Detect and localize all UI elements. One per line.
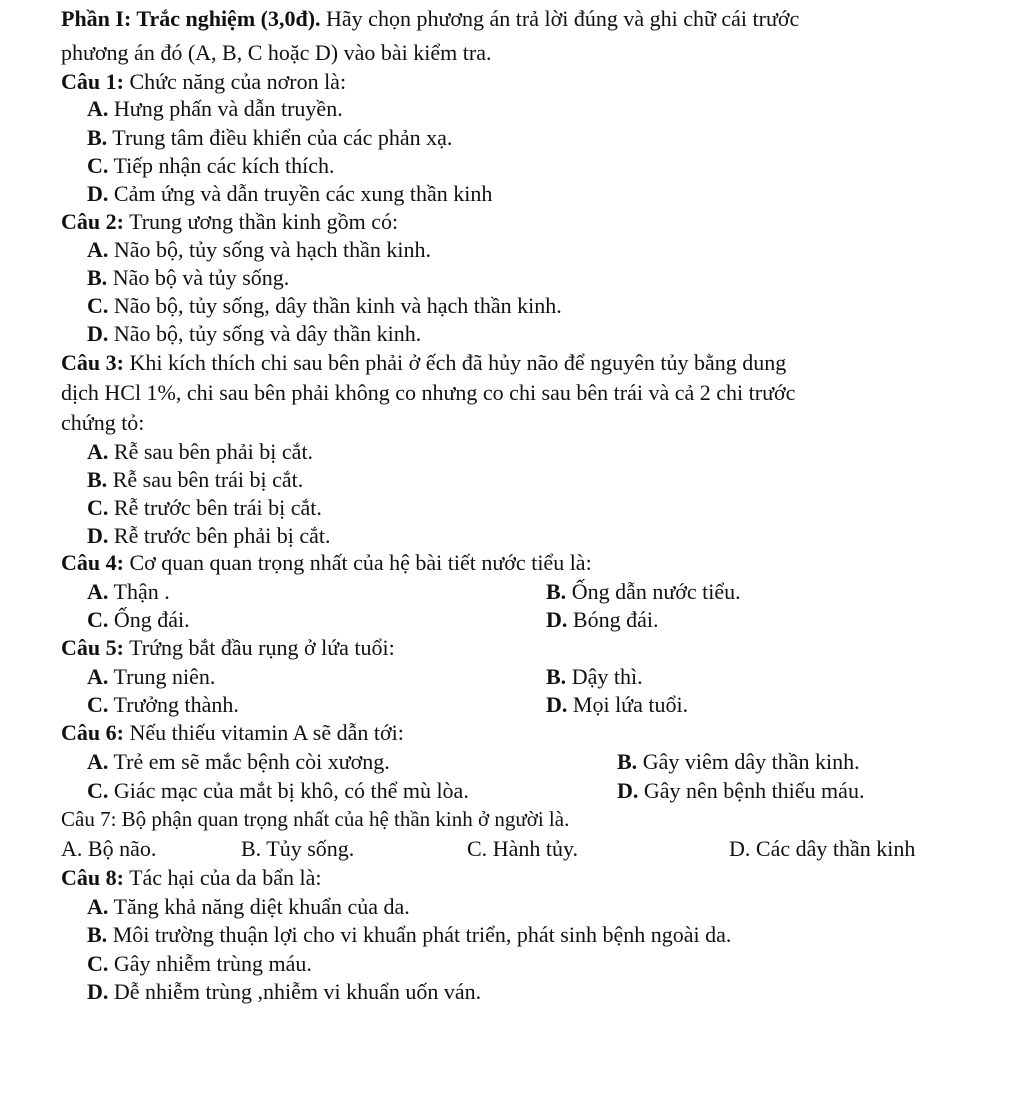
- option-letter: D.: [546, 607, 568, 632]
- option-text: Não bộ và tủy sống.: [112, 265, 290, 290]
- option-6b: [617, 749, 860, 775]
- question-3-cont: dịch HCl 1%, chi sau bên phải không co nhưng co chi sau bên trái và cả 2 chi trước: [61, 380, 796, 405]
- option-letter: D.: [87, 321, 109, 346]
- option-letter: B.: [241, 836, 262, 861]
- option-letter: D.: [87, 181, 109, 206]
- option-2c: [87, 293, 562, 319]
- option-letter: A.: [87, 664, 109, 689]
- option-letter: A.: [87, 749, 109, 774]
- question-text: Tác hại của da bẩn là:: [129, 865, 322, 890]
- option-text: Hành tủy.: [492, 836, 579, 861]
- option-8b: [87, 922, 731, 948]
- option-5d: [546, 692, 688, 718]
- option-6a: [87, 749, 390, 775]
- question-text: Chức năng của nơron là:: [129, 69, 347, 94]
- option-letter: C.: [87, 692, 109, 717]
- question-5: [61, 635, 395, 661]
- option-letter: C.: [467, 836, 488, 861]
- option-1d: [87, 181, 492, 207]
- option-7c: [467, 836, 578, 862]
- part-instruction-cont: phương án đó (A, B, C hoặc D) vào bài kiểm tra.: [61, 40, 492, 65]
- option-letter: A.: [87, 237, 109, 262]
- option-letter: D.: [546, 692, 568, 717]
- option-letter: C.: [87, 778, 109, 803]
- option-text: Tủy sống.: [266, 836, 355, 861]
- option-letter: D.: [617, 778, 639, 803]
- option-4d: [546, 607, 658, 633]
- option-6d: [617, 778, 864, 804]
- option-3a: [87, 439, 313, 465]
- question-label: Câu 2:: [61, 209, 124, 234]
- question-text: Nếu thiếu vitamin A sẽ dẫn tới:: [129, 720, 404, 745]
- option-text: Trẻ em sẽ mắc bệnh còi xương.: [113, 749, 390, 774]
- option-text: Rễ sau bên trái bị cắt.: [112, 467, 304, 492]
- question-8: [61, 865, 321, 891]
- option-text: Rễ trước bên phải bị cắt.: [113, 523, 331, 548]
- question-text: Trứng bắt đầu rụng ở lứa tuổi:: [129, 635, 395, 660]
- option-letter: A.: [87, 439, 109, 464]
- option-text: Trưởng thành.: [113, 692, 239, 717]
- question-text: Khi kích thích chi sau bên phải ở ếch đã hủy não để nguyên tủy bằng dung: [129, 350, 787, 375]
- question-label: Câu 1:: [61, 69, 124, 94]
- question-text: Cơ quan quan trọng nhất của hệ bài tiết nước tiểu là:: [129, 550, 592, 575]
- question-7: [61, 806, 569, 832]
- option-2b: [87, 265, 289, 291]
- option-letter: A.: [87, 96, 109, 121]
- option-letter: B.: [87, 922, 108, 947]
- question-text: Bộ phận quan trọng nhất của hệ thần kinh ở người là.: [121, 807, 570, 831]
- option-letter: A.: [61, 836, 83, 861]
- option-letter: D.: [87, 523, 109, 548]
- option-letter: C.: [87, 495, 109, 520]
- option-4a: [87, 579, 170, 605]
- option-5c: [87, 692, 239, 718]
- option-text: Dễ nhiễm trùng ,nhiễm vi khuẩn uốn ván.: [113, 979, 482, 1004]
- option-7d: [729, 836, 915, 862]
- option-1b: [87, 125, 452, 151]
- option-letter: B.: [617, 749, 638, 774]
- option-text: Gây nên bệnh thiếu máu.: [643, 778, 865, 803]
- option-letter: B.: [87, 125, 108, 150]
- option-letter: D.: [87, 979, 109, 1004]
- option-letter: C.: [87, 951, 109, 976]
- question-2: [61, 209, 398, 235]
- option-text: Ống đái.: [113, 607, 190, 632]
- part-title: Phần I: Trắc nghiệm (3,0đ).: [61, 6, 321, 31]
- option-letter: D.: [729, 836, 751, 861]
- option-text: Các dây thần kinh: [755, 836, 916, 861]
- option-8a: [87, 894, 410, 920]
- option-text: Não bộ, tủy sống và hạch thần kinh.: [113, 237, 431, 262]
- option-text: Gây nhiễm trùng máu.: [113, 951, 312, 976]
- option-letter: B.: [87, 467, 108, 492]
- option-text: Dậy thì.: [571, 664, 643, 689]
- option-letter: A.: [87, 894, 109, 919]
- option-text: Não bộ, tủy sống và dây thần kinh.: [113, 321, 422, 346]
- option-4b: [546, 579, 741, 605]
- option-8d: [87, 979, 481, 1005]
- option-2d: [87, 321, 421, 347]
- option-7a: [61, 836, 156, 862]
- question-4: [61, 550, 592, 576]
- option-letter: B.: [546, 579, 567, 604]
- question-label: Câu 6:: [61, 720, 124, 745]
- option-6c: [87, 778, 469, 804]
- option-text: Bóng đái.: [572, 607, 659, 632]
- option-text: Hưng phấn và dẫn truyền.: [113, 96, 343, 121]
- question-label: Câu 8:: [61, 865, 124, 890]
- option-8c: [87, 951, 312, 977]
- option-4c: [87, 607, 190, 633]
- option-text: Rễ trước bên trái bị cắt.: [113, 495, 322, 520]
- option-text: Rễ sau bên phải bị cắt.: [113, 439, 314, 464]
- option-text: Gây viêm dây thần kinh.: [642, 749, 860, 774]
- option-1c: [87, 153, 334, 179]
- option-5b: [546, 664, 643, 690]
- part-instruction: Hãy chọn phương án trả lời đúng và ghi chữ cái trước: [326, 6, 800, 31]
- option-3d: [87, 523, 331, 549]
- option-text: Bộ não.: [87, 836, 157, 861]
- question-label: Câu 4:: [61, 550, 124, 575]
- option-text: Tiếp nhận các kích thích.: [113, 153, 335, 178]
- option-text: Thận .: [113, 579, 170, 604]
- question-6: [61, 720, 404, 746]
- question-label: Câu 5:: [61, 635, 124, 660]
- question-1: [61, 69, 346, 95]
- option-text: Cảm ứng và dẫn truyền các xung thần kinh: [113, 181, 493, 206]
- question-3: [61, 350, 786, 376]
- option-1a: [87, 96, 343, 122]
- option-letter: C.: [87, 153, 109, 178]
- option-3b: [87, 467, 303, 493]
- option-text: Ống dẫn nước tiểu.: [571, 579, 741, 604]
- option-text: Môi trường thuận lợi cho vi khuẩn phát triển, phát sinh bệnh ngoài da.: [112, 922, 732, 947]
- option-text: Não bộ, tủy sống, dây thần kinh và hạch thần kinh.: [113, 293, 562, 318]
- option-3c: [87, 495, 322, 521]
- option-letter: C.: [87, 607, 109, 632]
- option-letter: A.: [87, 579, 109, 604]
- option-letter: B.: [87, 265, 108, 290]
- question-label: Câu 7:: [61, 807, 117, 831]
- option-text: Trung tâm điều khiển của các phản xạ.: [112, 125, 453, 150]
- option-text: Tăng khả năng diệt khuẩn của da.: [113, 894, 410, 919]
- question-3-cont2: chứng tỏ:: [61, 410, 145, 435]
- option-letter: B.: [546, 664, 567, 689]
- question-label: Câu 3:: [61, 350, 124, 375]
- option-5a: [87, 664, 215, 690]
- question-text: Trung ương thần kinh gồm có:: [129, 209, 399, 234]
- part-header: [61, 6, 799, 32]
- option-2a: [87, 237, 431, 263]
- option-text: Mọi lứa tuổi.: [572, 692, 689, 717]
- option-7b: [241, 836, 354, 862]
- option-text: Giác mạc của mắt bị khô, có thể mù lòa.: [113, 778, 469, 803]
- option-text: Trung niên.: [113, 664, 216, 689]
- option-letter: C.: [87, 293, 109, 318]
